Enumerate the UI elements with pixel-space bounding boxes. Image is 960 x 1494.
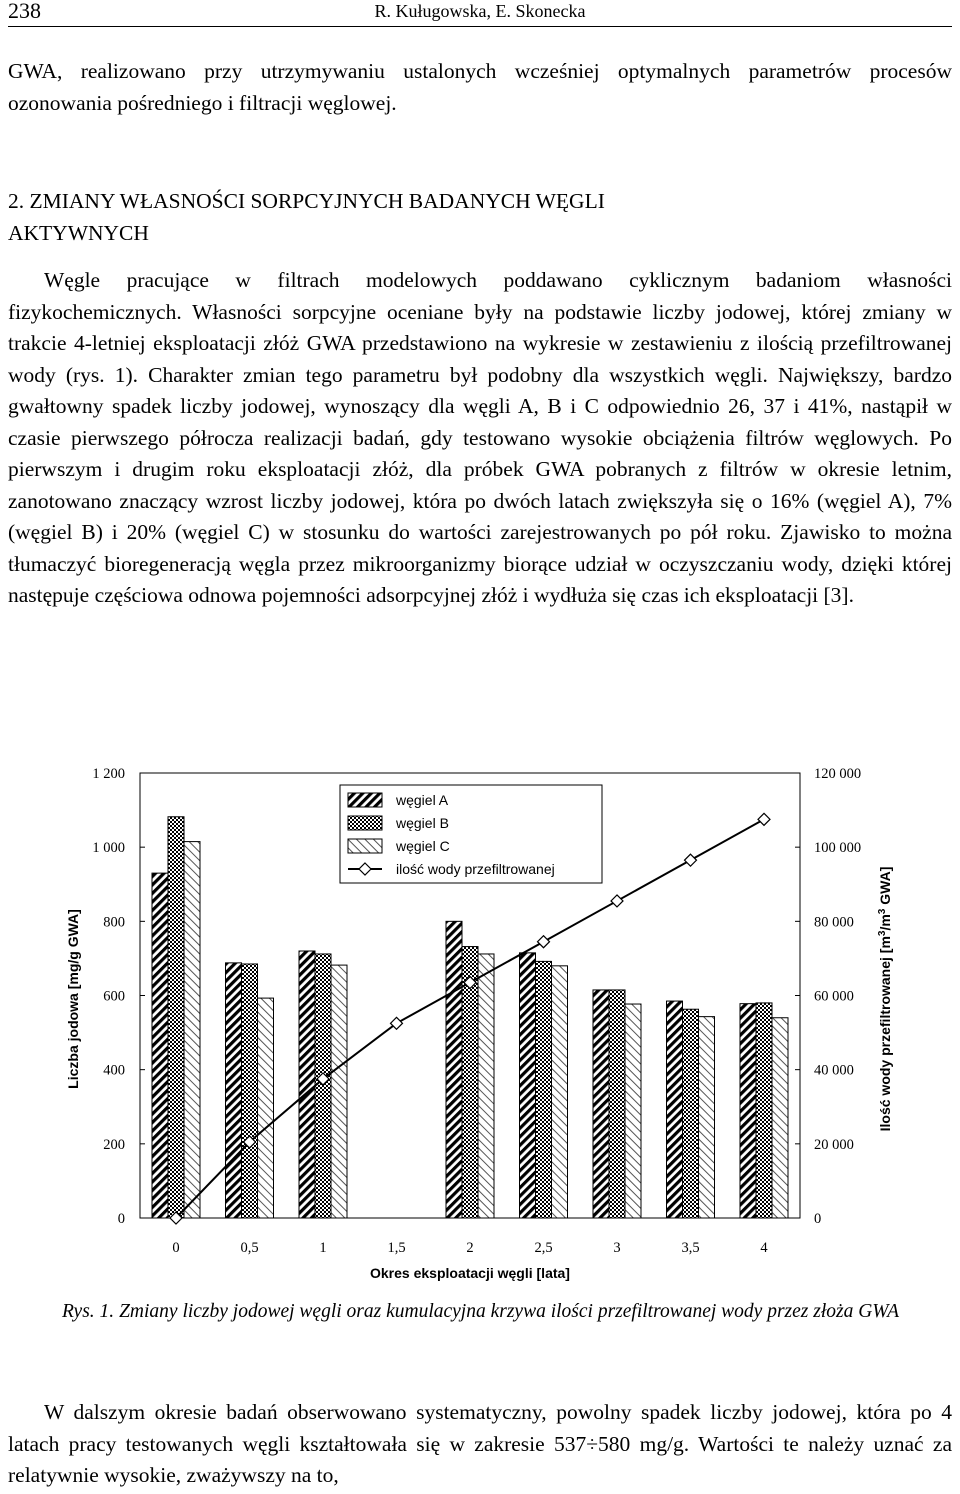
legend-label-water: ilość wody przefiltrowanej — [396, 861, 555, 877]
legend-swatch-wegiel-a — [348, 793, 382, 807]
bar-węgiel-A — [667, 1001, 683, 1218]
intro-paragraph: GWA, realizowano przy utrzymywaniu ustalonych wcześniej optymalnych parametrów procesów ozonowania pośredniego i filtracji węglowej. — [8, 59, 952, 115]
bar-węgiel-C — [331, 965, 347, 1218]
bar-węgiel-A — [152, 873, 168, 1218]
water-line-point — [611, 895, 623, 907]
section-heading-line1: 2. ZMIANY WŁASNOŚCI SORPCYJNYCH BADANYCH WĘGLI — [8, 189, 605, 213]
closing-paragraph: W dalszym okresie badań obserwowano systematyczny, powolny spadek liczby jodowej, która po 4 latach pracy testowanych węgli kształtowała się w zakresie 537÷580 mg/g. Wartości te należy uznać za relatywnie wysokie, zważywszy na to, — [8, 1400, 952, 1487]
y2-tick-label: 80 000 — [814, 914, 854, 931]
y2-tick-label: 100 000 — [814, 840, 862, 857]
y2-tick-label: 60 000 — [814, 988, 854, 1005]
y2-axis-label — [877, 867, 893, 1132]
bar-węgiel-A — [299, 951, 315, 1218]
x-tick-label: 4 — [760, 1240, 768, 1256]
bar-węgiel-A — [446, 921, 462, 1218]
bar-węgiel-B — [756, 1003, 772, 1218]
y2-label-sup1: 3 — [877, 930, 888, 937]
bar-węgiel-B — [536, 961, 552, 1218]
x-tick-label: 0 — [172, 1240, 180, 1256]
x-tick-label: 2 — [466, 1240, 474, 1256]
bar-węgiel-C — [699, 1017, 715, 1218]
y2-tick-label: 20 000 — [814, 1136, 854, 1153]
bar-węgiel-C — [772, 1018, 788, 1218]
y2-label-part1: Ilość wody przefiltrowanej [m — [877, 936, 893, 1132]
water-line-point — [538, 936, 550, 948]
bar-węgiel-B — [315, 954, 331, 1218]
bar-węgiel-A — [520, 953, 536, 1218]
water-line-point — [685, 854, 697, 866]
y2-label-sup2: 3 — [877, 908, 888, 915]
page-number: 238 — [8, 0, 41, 23]
bar-węgiel-C — [184, 842, 200, 1218]
figure-1 — [0, 755, 960, 1295]
y-tick-label: 0 — [117, 1211, 125, 1227]
caption-text: Zmiany liczby jodowej węgli oraz kumulacyjna krzywa ilości przefiltrowanej wody przez złoża GWA — [119, 1301, 900, 1322]
chart — [0, 755, 960, 1295]
y-tick-label: 200 — [103, 1136, 125, 1153]
legend-label-wegiel-c: węgiel C — [396, 838, 450, 854]
water-line-point — [758, 813, 770, 825]
bar-węgiel-A — [740, 1004, 756, 1218]
x-tick-label: 2,5 — [534, 1240, 553, 1256]
legend-swatch-wegiel-b — [348, 816, 382, 830]
y-tick-label: 600 — [103, 988, 125, 1005]
y-tick-label: 400 — [103, 1062, 125, 1079]
section-heading — [8, 186, 952, 249]
legend — [340, 785, 602, 883]
x-tick-label: 0,5 — [240, 1240, 259, 1256]
caption-label: Rys. 1. — [62, 1301, 115, 1322]
x-tick-label: 1 — [319, 1240, 327, 1256]
figure-caption — [62, 1298, 922, 1326]
legend-label-wegiel-b: węgiel B — [396, 815, 449, 831]
bar-węgiel-C — [478, 954, 494, 1218]
y2-tick-label: 40 000 — [814, 1062, 854, 1079]
y2-label-part3: GWA] — [877, 866, 893, 909]
bar-węgiel-A — [226, 963, 242, 1218]
bar-węgiel-B — [609, 990, 625, 1218]
bar-węgiel-C — [552, 966, 568, 1218]
x-tick-label: 3,5 — [681, 1240, 700, 1256]
legend-swatch-wegiel-c — [348, 839, 382, 853]
bar-węgiel-A — [593, 990, 609, 1218]
x-tick-label: 3 — [613, 1240, 621, 1256]
y-tick-label: 1 200 — [92, 766, 125, 782]
x-tick-label: 1,5 — [387, 1240, 406, 1256]
bar-węgiel-C — [258, 998, 274, 1218]
y-tick-label: 1 000 — [92, 840, 125, 857]
y-axis-label: Liczba jodowa [mg/g GWA] — [65, 909, 81, 1089]
y2-tick-label: 0 — [814, 1211, 822, 1227]
running-head-authors: R. Kuługowska, E. Skonecka — [374, 1, 586, 21]
y-tick-label: 800 — [103, 914, 125, 931]
bar-węgiel-B — [168, 817, 184, 1218]
bar-węgiel-C — [625, 1004, 641, 1218]
page-header — [8, 0, 952, 27]
bar-węgiel-B — [242, 964, 258, 1218]
legend-label-wegiel-a: węgiel A — [396, 792, 449, 808]
section-heading-line2: AKTYWNYCH — [8, 220, 149, 245]
x-axis-label: Okres eksploatacji węgli [lata] — [370, 1265, 570, 1281]
y2-label-part2: /m — [877, 914, 893, 931]
section-paragraph: Węgle pracujące w filtrach modelowych poddawano cyklicznym badaniom własności fizykochemicznych. Własności sorpcyjne oceniane były na podstawie liczby jodowej, której zmiany w trakcie 4-letniej eksploatacji złóż GWA przedstawiono na wykresie w zestawieniu z ilością przefiltrowanej wody (rys. 1). Charakter zmian tego parametru był podobny dla wszystkich węgli. Największy, bardzo gwałtowny spadek liczby jodowej, wynoszący dla węgli A, B i C odpowiednio 26, 37 i 41%, nastąpił w czasie pierwszego półrocza realizacji badań, gdy testowano wysokie obciążenia filtrów węglowych. Po pierwszym i drugim roku eksploatacji złóż, dla próbek GWA pobranych z filtrów w okresie letnim, zanotowano znaczący wzrost liczby jodowej, która po dwóch latach zwiększyła się o 16% (węgiel A), 7% (węgiel B) i 20% (węgiel C) w stosunku do wartości zarejestrowanych po pół roku. Zjawisko to można tłumaczyć bioregeneracją węgla przez mikroorganizmy biorące udział w oczyszczaniu wody, dzięki której następuje częściowa odnowa pojemności adsorpcyjnej złóż i wydłuża się czas ich eksploatacji [3]. — [8, 268, 952, 607]
y2-tick-label: 120 000 — [814, 766, 862, 782]
bar-węgiel-B — [683, 1009, 699, 1218]
